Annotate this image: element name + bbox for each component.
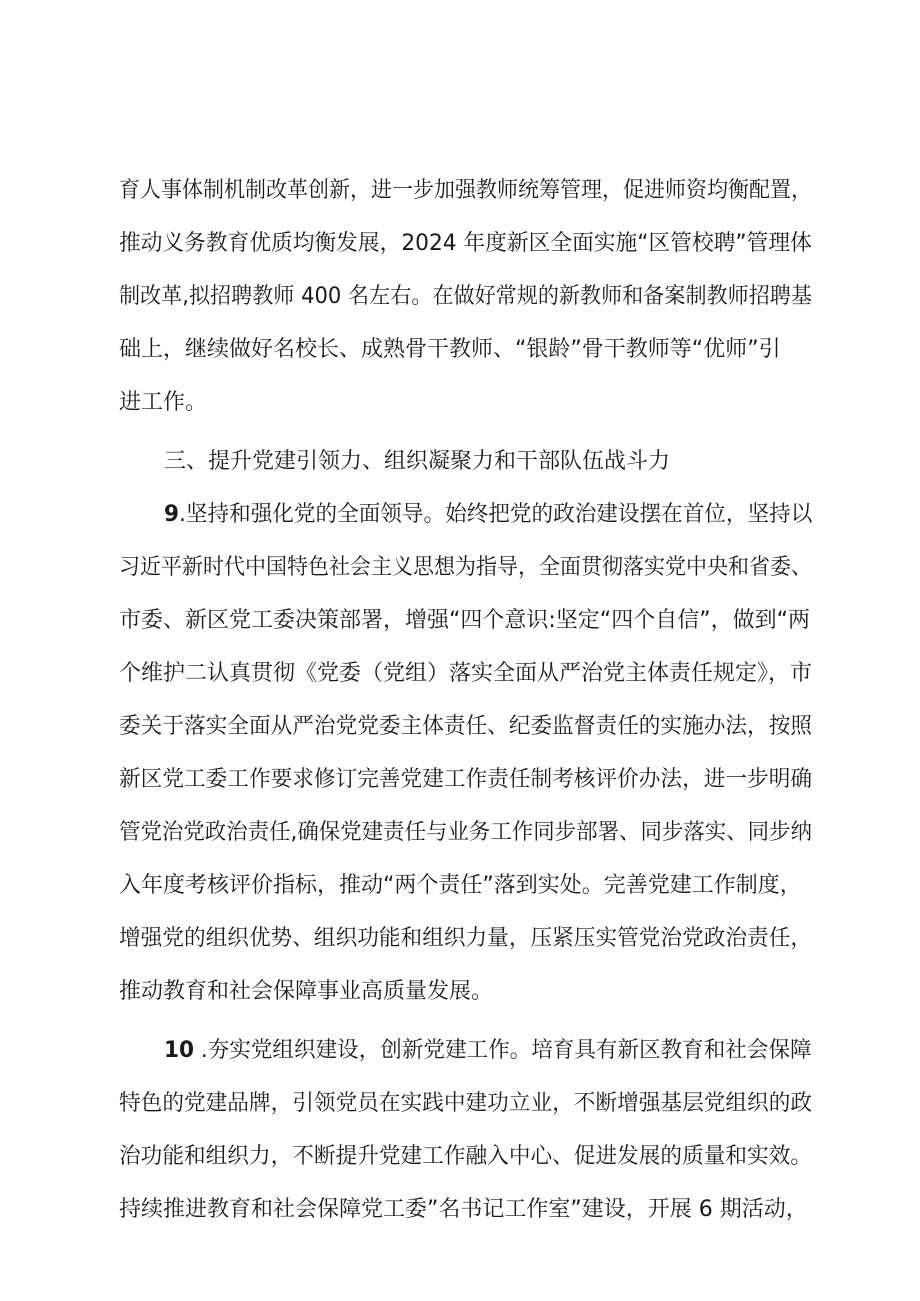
item-10-number: 10 <box>164 1038 195 1063</box>
paragraph-line: 进工作。 <box>119 390 208 415</box>
paragraph-line: 推动教育和社会保障事业高质量发展。 <box>119 979 494 1004</box>
paragraph-line: 持续推进教育和社会保障党工委”名书记工作室”建设，开展 6 期活动， <box>119 1197 808 1222</box>
item-9-first-line <box>164 500 812 530</box>
paragraph-line: 育人事体制机制改革创新，进一步加强教师统筹管理，促进师资均衡配置， <box>119 178 812 203</box>
item-10-title: .夯实党组织建设，创新党建工作。培育具有新区教育和社会保障 <box>194 1038 812 1063</box>
paragraph-line: 管党治党政治责任,确保党建责任与业务工作同步部署、同步落实、同步纳 <box>119 820 813 845</box>
paragraph-line: 市委、新区党工委决策部署，增强“四个意识:坚定“四个自信”，做到“两 <box>119 608 811 633</box>
paragraph-line: 治功能和组织力，不断提升党建工作融入中心、促进发展的质量和实效。 <box>119 1144 813 1169</box>
paragraph-line: 新区党工委工作要求修订完善党建工作责任制考核评价办法，进一步明确 <box>119 767 813 792</box>
paragraph-line: 增强党的组织优势、组织功能和组织力量，压紧压实管党治党政治责任， <box>119 926 813 951</box>
item-9-title: .坚持和强化党的全面领导。始终把党的政治建设摆在首位，坚持以 <box>179 502 813 527</box>
paragraph-line: 制改革,拟招聘教师 400 名左右。在做好常规的新教师和备案制教师招聘基 <box>119 284 812 309</box>
item-10-first-line <box>164 1036 812 1066</box>
paragraph-line: 础上，继续做好名校长、成熟骨干教师、“银龄”骨干教师等“优师”引 <box>119 337 781 362</box>
paragraph-line: 特色的党建品牌，引领党员在实践中建功立业，不断增强基层党组织的政 <box>119 1091 813 1116</box>
paragraph-line: 个维护二认真贯彻《党委（党组）落实全面从严治党主体责任规定》，市 <box>119 661 813 686</box>
item-9-number: 9 <box>164 502 180 527</box>
paragraph-line: 推动义务教育优质均衡发展，2024 年度新区全面实施“区管校聘”管理体 <box>119 231 812 256</box>
paragraph-line: 入年度考核评价指标，推动“两个责任”落到实处。完善党建工作制度， <box>119 873 802 898</box>
paragraph-line: 委关于落实全面从严治党党委主体责任、纪委监督责任的实施办法，按照 <box>119 714 813 739</box>
paragraph-line: 习近平新时代中国特色社会主义思想为指导，全面贯彻落实党中央和省委、 <box>119 555 812 580</box>
section-heading: 三、提升党建引领力、组织凝聚力和干部队伍战斗力 <box>164 449 671 474</box>
